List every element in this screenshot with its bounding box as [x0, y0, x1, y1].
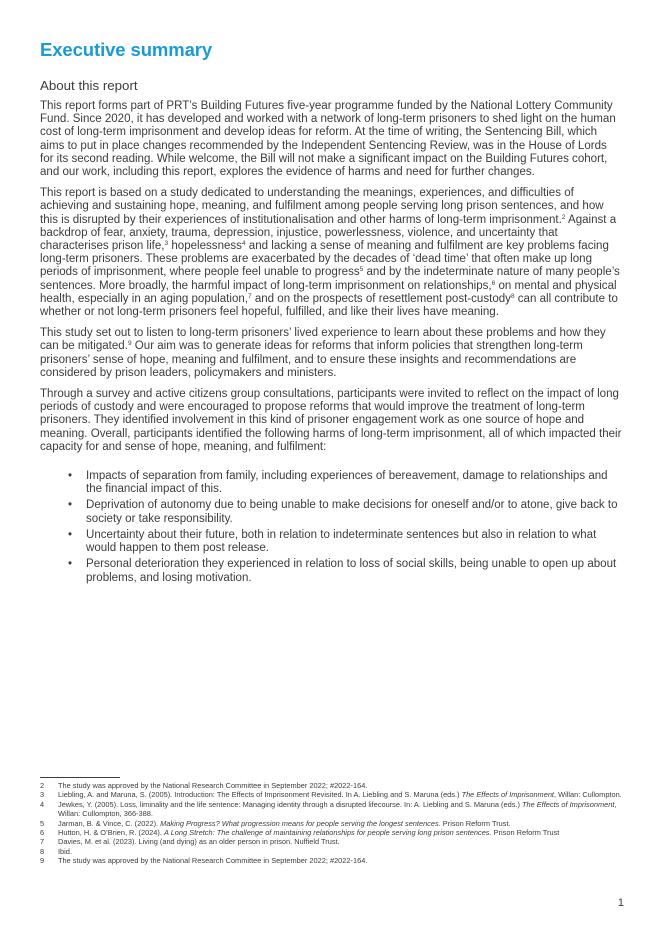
footnote-ref-3[interactable]: 3 — [164, 240, 169, 248]
footnote-3: 3 Liebling, A. and Maruna, S. (2005). Introduction: The Effects of Imprisonment Revisited. In A. Liebling and S. Maruna (eds.) The Effects of Imprisonment, Willan: Cullompton. — [40, 790, 622, 800]
footnote-4: 4 Jewkes, Y. (2005). Loss, liminality and the life sentence: Managing identity through a disrupted lifecourse. In: A. Liebling and S. Maruna (eds.) The Effects of Imprisonment, Willan: Cullompton, 366-388. — [40, 799, 617, 819]
footnote-ref-8[interactable]: 8 — [510, 292, 515, 300]
footnote-2: 2 The study was approved by the National Research Committee in September 2022; #2022-164. — [40, 781, 368, 790]
list-item: • Impacts of separation from family, including experiences of bereavement, damage to relationships and the financial impact of this. — [86, 470, 622, 496]
paragraph-3: This study set out to listen to long-term prisoners’ lived experience to learn about these problems and how they can be mitigated.$^9$ Our aim was to generate ideas for reforms that inform policies that strengthen long-term prisoners’ sense of hope, meaning and fulfilment, and to ensure these insights and recommendations are considered by prison leaders, policymakers and ministers. — [40, 327, 606, 379]
footnote-ref-4[interactable]: 4 — [241, 240, 246, 248]
harms-list — [40, 470, 622, 585]
footnote-ref-9[interactable]: 9 — [127, 340, 132, 348]
paragraph-2: This report is based on a study dedicated to understanding the meanings, experiences, and difficulties of achieving and sustaining hope, meaning, and fulfilment among people serving long prison sentences, and how this is disrupted by their experiences of institutionalisation and other harms of long-term imprisonment.$^2$ Against a backdrop of fear, anxiety, trauma, depression, injustice, powerlessness, violence, and uncertainty that characterises prison life,$^3$ hopelessness$^4$ and lacking a sense of meaning and fulfilment are key problems facing long-term prisoners. These problems are exacerbated by the decades of ‘dead time’ that often make up long periods of imprisonment, where people feel unable to progress$^5$ and by the indeterminate nature of many people’s sentences. More broadly, the harmful impact of long-term imprisonment on relationships,$^6$ on mental and physical health, especially in an aging population,$^7$ and on the prospects of resettlement post-custody$^8$ can all contribute to whether or not long-term prisoners feel hopeful, fulfilled, and like their lives have meaning. — [40, 187, 620, 319]
list-item: • Deprivation of autonomy due to being unable to make decisions for oneself and/or to atone, give back to society or take responsibility. — [86, 499, 622, 525]
footnote-9: 9 The study was approved by the National Research Committee in September 2022; #2022-164. — [40, 856, 368, 866]
footnote-ref-5[interactable]: 5 — [359, 266, 364, 274]
footnote-7: 7 Davies, M. et al. (2023). Living (and dying) as an older person in prison. Nuffield Trust. — [40, 837, 340, 847]
footnotes — [40, 777, 622, 866]
footnote-5: 5 Jarman, B. & Vince, C. (2022). Making Progress? What progression means for people serving the longest sentences. Prison Reform Trust. — [40, 818, 511, 828]
footnote-divider — [40, 777, 120, 778]
footnote-ref-2[interactable]: 2 — [561, 213, 566, 221]
footnote-6: 6 Hutton, H. & O’Brien, R. (2024). A Long Stretch: The challenge of maintaining relationships for people serving long prison sentences. Prison Reform Trust — [40, 828, 560, 838]
page-number: 1 — [617, 897, 624, 909]
list-item: • Personal deterioration they experienced in relation to loss of social skills, being unable to open up about problems, and losing motivation. — [86, 558, 622, 584]
section-subtitle: About this report — [40, 78, 138, 93]
page-body — [40, 38, 622, 588]
list-item: • Uncertainty about their future, both in relation to indeterminate sentences but also in relation to what would happen to them post release. — [86, 529, 622, 555]
paragraph-4: Through a survey and active citizens group consultations, participants were invited to reflect on the impact of long periods of custody and were encouraged to propose reforms that would improve the treatment of long-term prisoners. They identified involvement in this kind of prisoner engagement work as one source of hope and meaning. Overall, participants identified the following harms of long-term imprisonment, all of which impacted their capacity for and sense of hope, meaning, and fulfilment: — [40, 388, 622, 453]
paragraph-1: This report forms part of PRT’s Building Futures five-year programme funded by the National Lottery Community Fund. Since 2020, it has developed and worked with a network of long-term prisoners to shed light on the human cost of long-term imprisonment and develop ideas for reform. At the time of writing, the Sentencing Bill, which aims to put in place changes recommended by the Independent Sentencing Review, was in the House of Lords for its second reading. While welcome, the Bill will not make a significant impact on the Building Futures cohort, and our work, including this report, explores the evidence of harms and need for further changes. — [40, 100, 616, 179]
footnote-ref-6[interactable]: 6 — [491, 279, 496, 287]
page-title: Executive summary — [40, 39, 213, 60]
footnote-8: 8 Ibid. — [40, 846, 72, 856]
footnote-ref-7[interactable]: 7 — [248, 292, 252, 300]
